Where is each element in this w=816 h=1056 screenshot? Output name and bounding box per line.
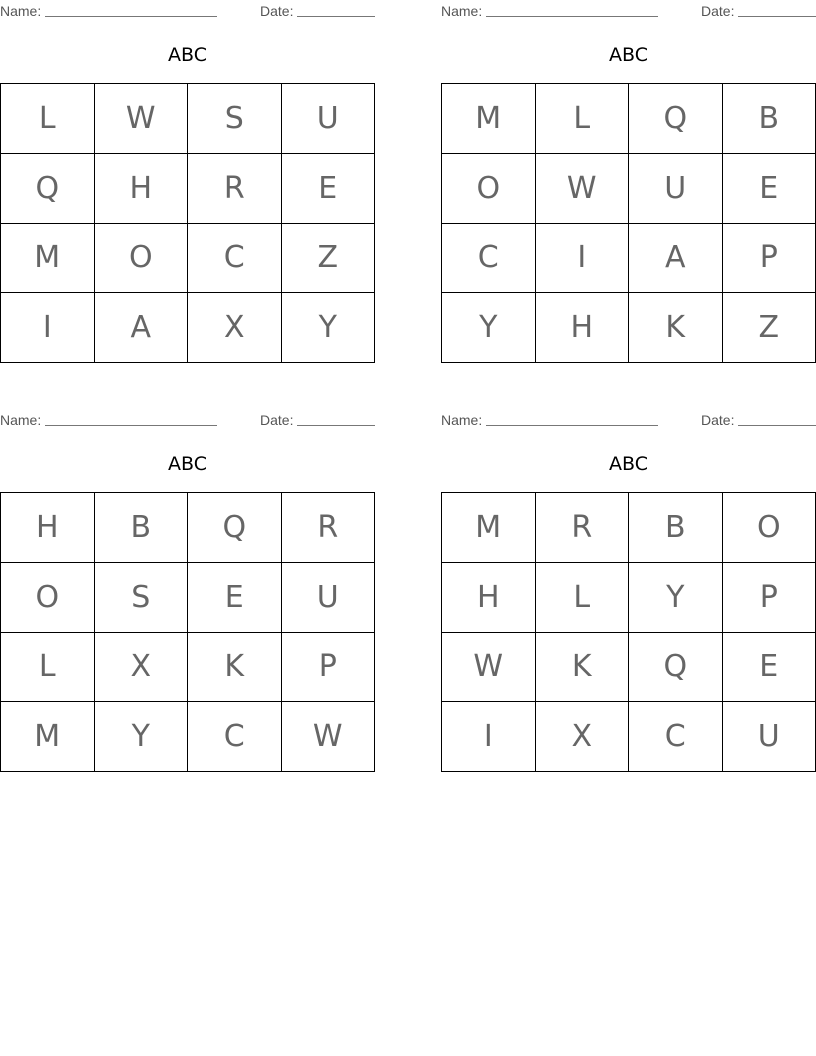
card-title: ABC (609, 453, 648, 475)
bingo-card-1 (0, 0, 375, 365)
date-line (738, 16, 816, 17)
grid-cell: Y (95, 702, 189, 772)
letter-grid (0, 83, 375, 363)
grid-cell: B (95, 493, 189, 563)
name-line (45, 16, 217, 17)
date-label: Date: (701, 3, 735, 19)
bingo-card-4 (441, 409, 816, 774)
grid-cell: U (282, 84, 376, 154)
grid-cell: R (536, 493, 630, 563)
grid-cell: E (282, 154, 376, 224)
grid-cell: K (536, 633, 630, 703)
grid-cell: W (282, 702, 376, 772)
name-label: Name: (0, 3, 42, 19)
grid-cell: X (95, 633, 189, 703)
grid-cell: I (1, 293, 95, 363)
name-label: Name: (0, 412, 42, 428)
letter-grid (441, 83, 816, 363)
grid-cell: A (95, 293, 189, 363)
date-line (297, 425, 375, 426)
grid-cell: P (282, 633, 376, 703)
grid-cell: X (536, 702, 630, 772)
grid-cell: O (95, 224, 189, 294)
name-line (45, 425, 217, 426)
grid-cell: H (95, 154, 189, 224)
grid-cell: S (95, 563, 189, 633)
grid-cell: P (723, 224, 816, 294)
date-label: Date: (260, 412, 294, 428)
card-title: ABC (609, 44, 648, 66)
name-label: Name: (441, 412, 483, 428)
grid-cell: L (1, 633, 95, 703)
grid-cell: Z (282, 224, 376, 294)
grid-cell: M (442, 493, 536, 563)
letter-grid (441, 492, 816, 772)
grid-cell: C (188, 702, 282, 772)
grid-cell: L (1, 84, 95, 154)
letter-grid (0, 492, 375, 772)
grid-cell: O (442, 154, 536, 224)
grid-cell: R (188, 154, 282, 224)
grid-cell: E (188, 563, 282, 633)
grid-cell: X (188, 293, 282, 363)
grid-cell: C (188, 224, 282, 294)
date-line (297, 16, 375, 17)
grid-cell: B (723, 84, 816, 154)
grid-cell: A (629, 224, 723, 294)
grid-cell: Y (629, 563, 723, 633)
grid-cell: R (282, 493, 376, 563)
card-header (0, 412, 375, 428)
bingo-card-2 (441, 0, 816, 365)
grid-cell: W (95, 84, 189, 154)
grid-cell: B (629, 493, 723, 563)
grid-cell: U (282, 563, 376, 633)
card-header (441, 3, 816, 19)
name-label: Name: (441, 3, 483, 19)
grid-cell: M (442, 84, 536, 154)
grid-cell: Z (723, 293, 816, 363)
grid-cell: S (188, 84, 282, 154)
grid-cell: U (629, 154, 723, 224)
grid-cell: P (723, 563, 816, 633)
grid-cell: Q (629, 633, 723, 703)
grid-cell: O (723, 493, 816, 563)
grid-cell: H (536, 293, 630, 363)
grid-cell: O (1, 563, 95, 633)
grid-cell: W (442, 633, 536, 703)
grid-cell: Y (282, 293, 376, 363)
grid-cell: K (188, 633, 282, 703)
grid-cell: H (1, 493, 95, 563)
grid-cell: W (536, 154, 630, 224)
grid-cell: E (723, 633, 816, 703)
date-label: Date: (260, 3, 294, 19)
card-title: ABC (168, 44, 207, 66)
grid-cell: C (442, 224, 536, 294)
date-line (738, 425, 816, 426)
grid-cell: Q (1, 154, 95, 224)
grid-cell: I (442, 702, 536, 772)
grid-cell: C (629, 702, 723, 772)
bingo-card-3 (0, 409, 375, 774)
grid-cell: H (442, 563, 536, 633)
grid-cell: E (723, 154, 816, 224)
grid-cell: K (629, 293, 723, 363)
grid-cell: U (723, 702, 816, 772)
grid-cell: Y (442, 293, 536, 363)
grid-cell: Q (629, 84, 723, 154)
grid-cell: Q (188, 493, 282, 563)
grid-cell: L (536, 563, 630, 633)
card-header (441, 412, 816, 428)
card-header (0, 3, 375, 19)
name-line (486, 16, 658, 17)
grid-cell: L (536, 84, 630, 154)
name-line (486, 425, 658, 426)
grid-cell: I (536, 224, 630, 294)
card-title: ABC (168, 453, 207, 475)
grid-cell: M (1, 224, 95, 294)
date-label: Date: (701, 412, 735, 428)
grid-cell: M (1, 702, 95, 772)
